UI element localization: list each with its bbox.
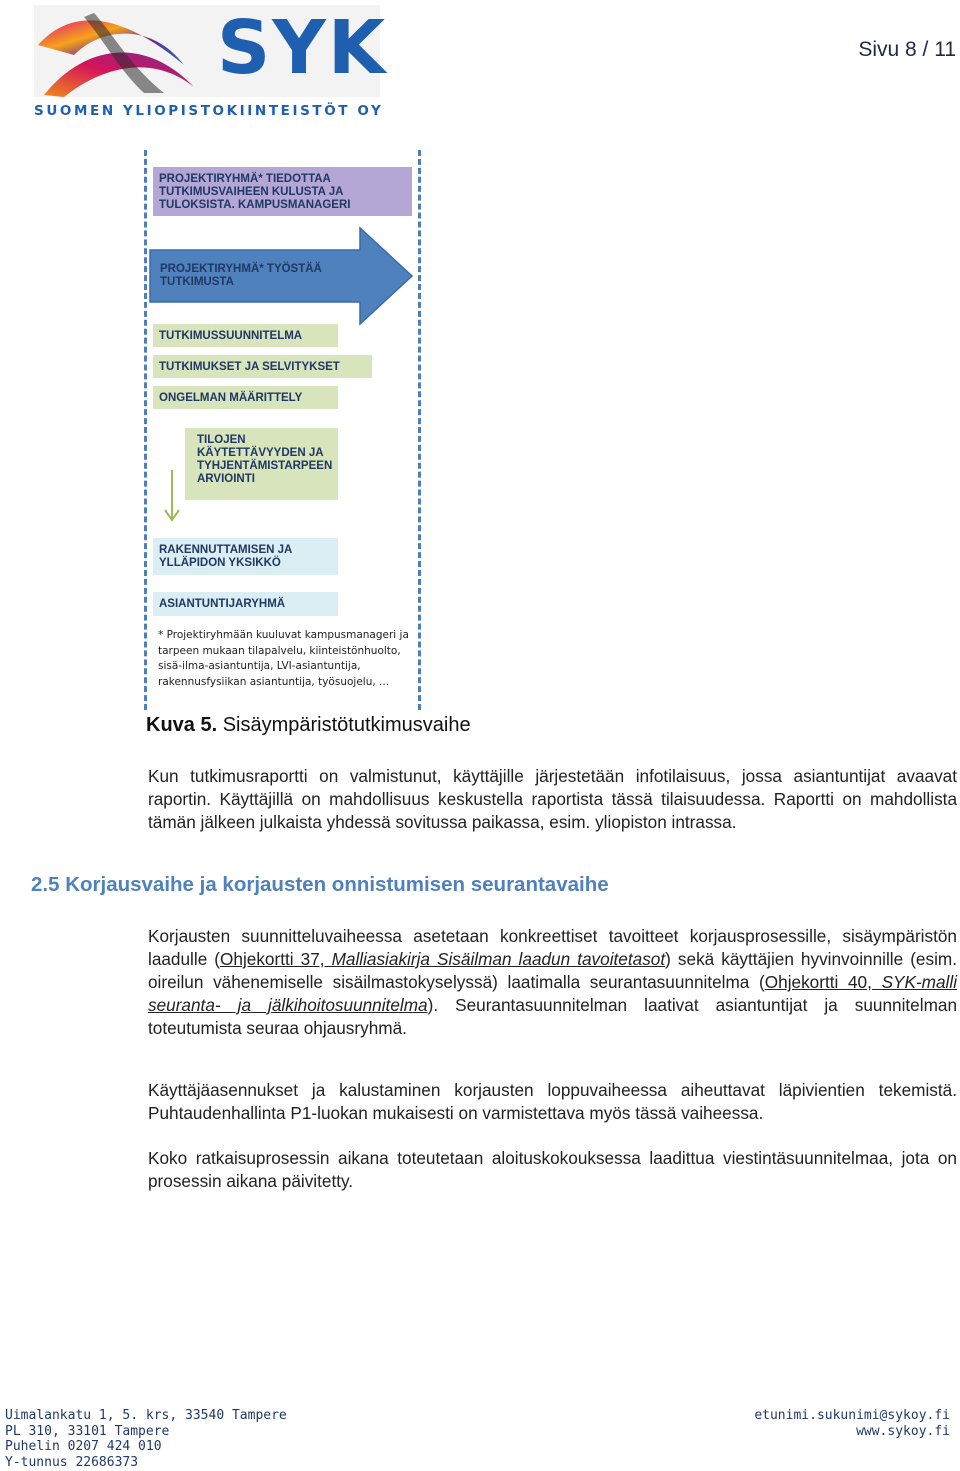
footer-email[interactable]: etunimi.sukunimi@sykoy.fi <box>754 1408 950 1423</box>
box-research-plan: TUTKIMUSSUUNNITELMA <box>153 324 338 347</box>
footer-address <box>5 1408 287 1470</box>
footer-phone: Puhelin 0207 424 010 <box>5 1439 162 1454</box>
paragraph-report-info: Kun tutkimusraportti on valmistunut, käyttäjille järjestetään infotilaisuus, jossa asiantuntijat avaavat raportin. Käyttäjillä on mahdollisuus keskustella raportista tässä tilaisuudessa. Raportti on mahdollista tämän jälkeen julkaista yhdessä sovitussa paikassa, esim. yliopiston intrassa. <box>148 766 957 832</box>
figure-caption <box>146 714 471 737</box>
figure-label: Kuva 5. <box>146 714 218 736</box>
link-ohjekortti-37-label[interactable]: Ohjekortti 37, <box>220 949 332 969</box>
page-number: Sivu 8 / 11 <box>858 38 956 61</box>
footer-ytunnus: Y-tunnus 22686373 <box>5 1454 139 1470</box>
link-ohjekortti-37[interactable] <box>220 949 665 969</box>
logo-text: SYK <box>217 5 388 91</box>
para2-text3: ). Seurantasuunnitelman laativat asiantuntijat ja suunnitelman toteutumista seuraa ohjausryhmä. <box>148 995 957 1038</box>
figure-title: Sisäympäristötutkimusvaihe <box>217 714 471 736</box>
link-ohjekortti-40-title[interactable]: SYK-malli seuranta- ja jälkihoitosuunnitelma <box>148 972 958 1015</box>
box-expert-group: ASIANTUNTIJARYHMÄ <box>153 592 338 616</box>
diagram-footnote: * Projektiryhmään kuuluvat kampusmanageri ja tarpeen mukaan tilapalvelu, kiinteistönhuolto, sisä-ilma-asiantuntija, LVI-asiantuntija, rakennusfysiikan asiantuntija, työsuojelu, ... <box>158 629 409 688</box>
dashed-border-left <box>144 150 147 710</box>
link-ohjekortti-40-label[interactable]: Ohjekortti 40, <box>764 972 882 992</box>
footer-web[interactable]: www.sykoy.fi <box>856 1423 950 1439</box>
box-space-usability: TILOJEN KÄYTETTÄVYYDEN JA TYHJENTÄMISTARPEEN ARVIOINTI <box>185 428 338 500</box>
para2-text1: Korjausten suunnitteluvaiheessa asetetaan konkreettiset tavoitteet korjausprosessille, sisäympäristön laadulle ( <box>148 926 957 969</box>
dashed-border-right <box>418 150 421 710</box>
link-ohjekortti-37-title[interactable]: Malliasiakirja Sisäilman laadun tavoitetasot <box>331 949 666 969</box>
box-construction-unit: RAKENNUTTAMISEN JA YLLÄPIDON YKSIKKÖ <box>153 538 338 575</box>
process-diagram <box>0 0 960 720</box>
box-problem-definition: ONGELMAN MÄÄRITTELY <box>153 386 338 409</box>
down-arrow-icon <box>162 470 182 522</box>
section-heading: 2.5 Korjausvaihe ja korjausten onnistumisen seurantavaihe <box>31 873 609 896</box>
box-research-studies: TUTKIMUKSET JA SELVITYKSET <box>153 355 372 378</box>
footer-address-line2: PL 310, 33101 Tampere <box>5 1423 170 1439</box>
footer-address-line1: Uimalankatu 1, 5. krs, 33540 Tampere <box>5 1408 287 1423</box>
para2-text2: ) sekä käyttäjien hyvinvoinnille (esim. oireilun vähenemiselle sisäilmastokyselyssä) laatimalla seurantasuunnitelma ( <box>148 949 957 992</box>
arrow-label: PROJEKTIRYHMÄ* TYÖSTÄÄ TUTKIMUSTA <box>160 263 322 288</box>
paragraph-user-installations: Käyttäjäasennukset ja kalustaminen korjausten loppuvaiheessa aiheuttavat läpivientien tekemistä. Puhtaudenhallinta P1-luokan mukaisesti on varmistettava myös tässä vaiheessa. <box>148 1080 957 1123</box>
paragraph-repair-planning <box>148 925 957 1040</box>
box-project-group-informs: PROJEKTIRYHMÄ* TIEDOTTAA TUTKIMUSVAIHEEN KULUSTA JA TULOKSISTA. KAMPUSMANAGERI <box>153 167 412 216</box>
footer-contact <box>754 1408 950 1439</box>
logo-subtitle: SUOMEN YLIOPISTOKIINTEISTÖT OY <box>34 103 384 119</box>
paragraph-communication: Koko ratkaisuprosessin aikana toteutetaan aloituskokouksessa laadittua viestintäsuunnitelmaa, jota on prosessin aikana päivitetty. <box>148 1148 957 1191</box>
